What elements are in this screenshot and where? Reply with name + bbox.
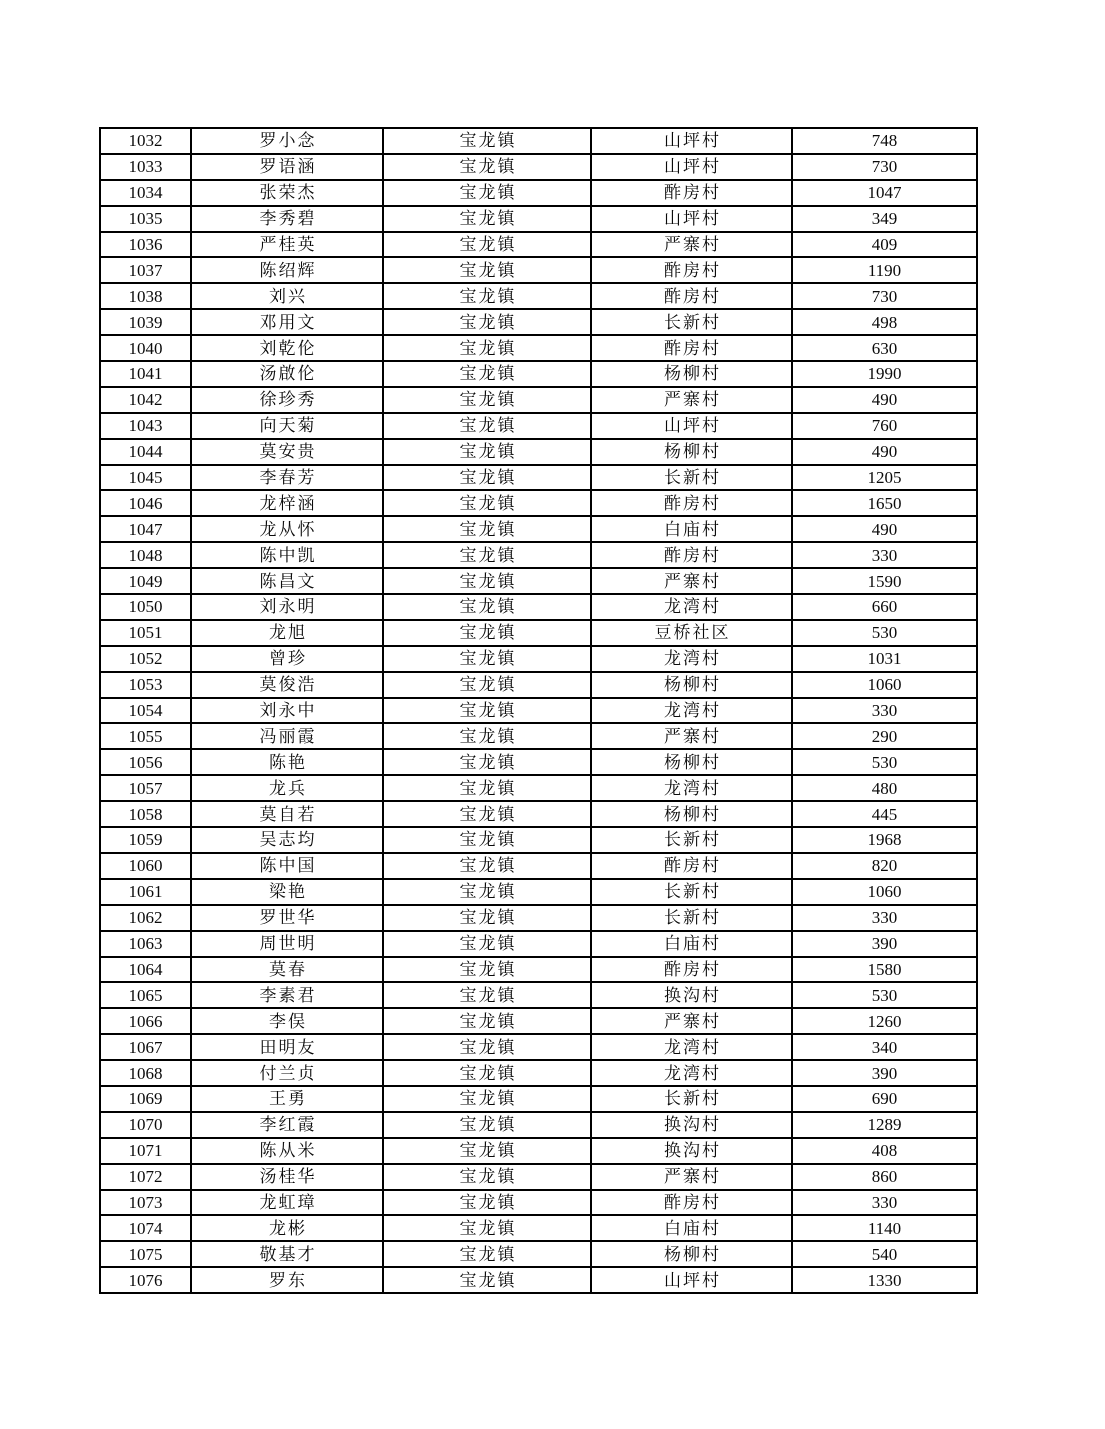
cell-town-name: 宝龙镇: [383, 1241, 591, 1267]
cell-person-name: 龙虹璋: [191, 1190, 383, 1216]
cell-amount-value: 530: [792, 620, 977, 646]
cell-amount-value: 330: [792, 542, 977, 568]
cell-town-name: 宝龙镇: [383, 206, 591, 232]
cell-serial-number: 1043: [100, 413, 191, 439]
cell-town-name: 宝龙镇: [383, 827, 591, 853]
cell-village-name: 酢房村: [591, 180, 792, 206]
table-row: [100, 490, 977, 516]
cell-town-name: 宝龙镇: [383, 723, 591, 749]
cell-village-name: 山坪村: [591, 206, 792, 232]
cell-village-name: 长新村: [591, 309, 792, 335]
cell-amount-value: 1060: [792, 672, 977, 698]
cell-serial-number: 1038: [100, 283, 191, 309]
cell-person-name: 刘永明: [191, 594, 383, 620]
cell-town-name: 宝龙镇: [383, 801, 591, 827]
cell-person-name: 龙彬: [191, 1215, 383, 1241]
cell-serial-number: 1058: [100, 801, 191, 827]
cell-town-name: 宝龙镇: [383, 439, 591, 465]
cell-village-name: 杨柳村: [591, 801, 792, 827]
cell-person-name: 陈昌文: [191, 568, 383, 594]
cell-serial-number: 1060: [100, 853, 191, 879]
roster-table-body: [100, 128, 977, 1293]
cell-serial-number: 1048: [100, 542, 191, 568]
cell-person-name: 李红霞: [191, 1112, 383, 1138]
cell-amount-value: 748: [792, 128, 977, 154]
cell-amount-value: 1968: [792, 827, 977, 853]
cell-person-name: 刘乾伦: [191, 335, 383, 361]
cell-town-name: 宝龙镇: [383, 490, 591, 516]
table-row: [100, 1215, 977, 1241]
cell-person-name: 汤桂华: [191, 1164, 383, 1190]
cell-serial-number: 1056: [100, 749, 191, 775]
cell-serial-number: 1069: [100, 1086, 191, 1112]
cell-amount-value: 540: [792, 1241, 977, 1267]
table-row: [100, 853, 977, 879]
cell-village-name: 龙湾村: [591, 698, 792, 724]
cell-person-name: 张荣杰: [191, 180, 383, 206]
cell-town-name: 宝龙镇: [383, 698, 591, 724]
table-row: [100, 1086, 977, 1112]
cell-serial-number: 1076: [100, 1267, 191, 1293]
cell-village-name: 杨柳村: [591, 749, 792, 775]
cell-person-name: 汤啟伦: [191, 361, 383, 387]
cell-person-name: 曾珍: [191, 646, 383, 672]
cell-village-name: 严寨村: [591, 387, 792, 413]
cell-town-name: 宝龙镇: [383, 387, 591, 413]
cell-amount-value: 498: [792, 309, 977, 335]
cell-village-name: 酢房村: [591, 542, 792, 568]
cell-serial-number: 1041: [100, 361, 191, 387]
cell-person-name: 徐珍秀: [191, 387, 383, 413]
cell-person-name: 李秀碧: [191, 206, 383, 232]
cell-person-name: 陈绍辉: [191, 257, 383, 283]
cell-town-name: 宝龙镇: [383, 542, 591, 568]
table-row: [100, 1008, 977, 1034]
cell-person-name: 向天菊: [191, 413, 383, 439]
cell-amount-value: 330: [792, 1190, 977, 1216]
table-row: [100, 206, 977, 232]
cell-town-name: 宝龙镇: [383, 749, 591, 775]
cell-serial-number: 1054: [100, 698, 191, 724]
cell-amount-value: 1990: [792, 361, 977, 387]
cell-serial-number: 1063: [100, 931, 191, 957]
cell-village-name: 杨柳村: [591, 1241, 792, 1267]
table-row: [100, 1138, 977, 1164]
cell-amount-value: 490: [792, 516, 977, 542]
cell-village-name: 酢房村: [591, 490, 792, 516]
cell-serial-number: 1049: [100, 568, 191, 594]
table-row: [100, 1060, 977, 1086]
cell-village-name: 长新村: [591, 827, 792, 853]
cell-serial-number: 1055: [100, 723, 191, 749]
cell-serial-number: 1039: [100, 309, 191, 335]
cell-village-name: 长新村: [591, 905, 792, 931]
cell-serial-number: 1051: [100, 620, 191, 646]
cell-serial-number: 1046: [100, 490, 191, 516]
cell-town-name: 宝龙镇: [383, 646, 591, 672]
cell-person-name: 莫安贵: [191, 439, 383, 465]
cell-village-name: 山坪村: [591, 154, 792, 180]
cell-town-name: 宝龙镇: [383, 931, 591, 957]
cell-village-name: 龙湾村: [591, 646, 792, 672]
cell-person-name: 陈中凯: [191, 542, 383, 568]
cell-person-name: 陈从米: [191, 1138, 383, 1164]
cell-town-name: 宝龙镇: [383, 1008, 591, 1034]
cell-town-name: 宝龙镇: [383, 180, 591, 206]
cell-person-name: 敬基才: [191, 1241, 383, 1267]
table-row: [100, 723, 977, 749]
cell-village-name: 严寨村: [591, 1164, 792, 1190]
cell-serial-number: 1075: [100, 1241, 191, 1267]
cell-town-name: 宝龙镇: [383, 1086, 591, 1112]
cell-village-name: 杨柳村: [591, 361, 792, 387]
cell-town-name: 宝龙镇: [383, 309, 591, 335]
table-row: [100, 128, 977, 154]
cell-town-name: 宝龙镇: [383, 1164, 591, 1190]
cell-person-name: 罗语涵: [191, 154, 383, 180]
table-row: [100, 516, 977, 542]
cell-person-name: 严桂英: [191, 232, 383, 258]
cell-serial-number: 1037: [100, 257, 191, 283]
cell-person-name: 梁艳: [191, 879, 383, 905]
cell-amount-value: 445: [792, 801, 977, 827]
cell-village-name: 白庙村: [591, 1215, 792, 1241]
cell-town-name: 宝龙镇: [383, 905, 591, 931]
table-row: [100, 827, 977, 853]
cell-person-name: 莫春: [191, 957, 383, 983]
cell-village-name: 杨柳村: [591, 439, 792, 465]
cell-town-name: 宝龙镇: [383, 516, 591, 542]
cell-person-name: 田明友: [191, 1034, 383, 1060]
cell-village-name: 龙湾村: [591, 594, 792, 620]
table-row: [100, 1190, 977, 1216]
cell-amount-value: 1140: [792, 1215, 977, 1241]
cell-serial-number: 1071: [100, 1138, 191, 1164]
cell-village-name: 龙湾村: [591, 1034, 792, 1060]
cell-serial-number: 1035: [100, 206, 191, 232]
cell-village-name: 长新村: [591, 1086, 792, 1112]
cell-serial-number: 1072: [100, 1164, 191, 1190]
table-row: [100, 698, 977, 724]
table-row: [100, 283, 977, 309]
cell-village-name: 山坪村: [591, 128, 792, 154]
cell-town-name: 宝龙镇: [383, 775, 591, 801]
cell-amount-value: 409: [792, 232, 977, 258]
cell-serial-number: 1059: [100, 827, 191, 853]
cell-amount-value: 1650: [792, 490, 977, 516]
cell-serial-number: 1067: [100, 1034, 191, 1060]
table-row: [100, 620, 977, 646]
cell-person-name: 吴志均: [191, 827, 383, 853]
cell-town-name: 宝龙镇: [383, 1190, 591, 1216]
cell-amount-value: 690: [792, 1086, 977, 1112]
cell-amount-value: 390: [792, 1060, 977, 1086]
table-row: [100, 879, 977, 905]
cell-town-name: 宝龙镇: [383, 232, 591, 258]
cell-amount-value: 1590: [792, 568, 977, 594]
cell-person-name: 莫俊浩: [191, 672, 383, 698]
table-row: [100, 335, 977, 361]
cell-serial-number: 1065: [100, 982, 191, 1008]
cell-amount-value: 290: [792, 723, 977, 749]
cell-town-name: 宝龙镇: [383, 361, 591, 387]
cell-town-name: 宝龙镇: [383, 257, 591, 283]
cell-person-name: 龙梓涵: [191, 490, 383, 516]
cell-person-name: 王勇: [191, 1086, 383, 1112]
cell-town-name: 宝龙镇: [383, 465, 591, 491]
cell-person-name: 罗东: [191, 1267, 383, 1293]
cell-amount-value: 1260: [792, 1008, 977, 1034]
cell-person-name: 龙从怀: [191, 516, 383, 542]
cell-amount-value: 530: [792, 982, 977, 1008]
cell-person-name: 陈艳: [191, 749, 383, 775]
cell-serial-number: 1033: [100, 154, 191, 180]
table-row: [100, 646, 977, 672]
cell-amount-value: 1580: [792, 957, 977, 983]
table-row: [100, 1164, 977, 1190]
cell-village-name: 酢房村: [591, 853, 792, 879]
cell-village-name: 严寨村: [591, 723, 792, 749]
table-row: [100, 154, 977, 180]
cell-amount-value: 1330: [792, 1267, 977, 1293]
cell-serial-number: 1074: [100, 1215, 191, 1241]
cell-village-name: 严寨村: [591, 568, 792, 594]
table-row: [100, 232, 977, 258]
cell-village-name: 酢房村: [591, 335, 792, 361]
table-row: [100, 1241, 977, 1267]
cell-amount-value: 408: [792, 1138, 977, 1164]
table-row: [100, 542, 977, 568]
cell-village-name: 白庙村: [591, 931, 792, 957]
cell-town-name: 宝龙镇: [383, 1215, 591, 1241]
cell-town-name: 宝龙镇: [383, 982, 591, 1008]
table-row: [100, 568, 977, 594]
cell-serial-number: 1053: [100, 672, 191, 698]
cell-amount-value: 330: [792, 698, 977, 724]
cell-serial-number: 1068: [100, 1060, 191, 1086]
cell-village-name: 酢房村: [591, 283, 792, 309]
table-row: [100, 439, 977, 465]
cell-amount-value: 760: [792, 413, 977, 439]
cell-amount-value: 660: [792, 594, 977, 620]
table-row: [100, 931, 977, 957]
cell-village-name: 白庙村: [591, 516, 792, 542]
roster-table-container: [99, 127, 976, 1294]
cell-serial-number: 1057: [100, 775, 191, 801]
cell-amount-value: 730: [792, 283, 977, 309]
cell-person-name: 李春芳: [191, 465, 383, 491]
roster-table: [99, 127, 978, 1294]
cell-serial-number: 1052: [100, 646, 191, 672]
cell-village-name: 山坪村: [591, 1267, 792, 1293]
table-row: [100, 594, 977, 620]
table-row: [100, 957, 977, 983]
cell-village-name: 龙湾村: [591, 775, 792, 801]
cell-amount-value: 340: [792, 1034, 977, 1060]
cell-amount-value: 390: [792, 931, 977, 957]
table-row: [100, 361, 977, 387]
cell-serial-number: 1032: [100, 128, 191, 154]
cell-amount-value: 1205: [792, 465, 977, 491]
table-row: [100, 465, 977, 491]
cell-person-name: 李素君: [191, 982, 383, 1008]
cell-town-name: 宝龙镇: [383, 853, 591, 879]
table-row: [100, 672, 977, 698]
cell-serial-number: 1034: [100, 180, 191, 206]
table-row: [100, 749, 977, 775]
cell-amount-value: 1031: [792, 646, 977, 672]
cell-town-name: 宝龙镇: [383, 283, 591, 309]
cell-town-name: 宝龙镇: [383, 879, 591, 905]
cell-amount-value: 490: [792, 387, 977, 413]
cell-town-name: 宝龙镇: [383, 594, 591, 620]
table-row: [100, 180, 977, 206]
cell-village-name: 换沟村: [591, 1138, 792, 1164]
cell-amount-value: 480: [792, 775, 977, 801]
cell-amount-value: 730: [792, 154, 977, 180]
table-row: [100, 257, 977, 283]
cell-person-name: 刘兴: [191, 283, 383, 309]
table-row: [100, 801, 977, 827]
cell-person-name: 冯丽霞: [191, 723, 383, 749]
cell-serial-number: 1073: [100, 1190, 191, 1216]
cell-amount-value: 1289: [792, 1112, 977, 1138]
cell-village-name: 换沟村: [591, 982, 792, 1008]
cell-amount-value: 1047: [792, 180, 977, 206]
cell-town-name: 宝龙镇: [383, 335, 591, 361]
cell-person-name: 龙兵: [191, 775, 383, 801]
cell-person-name: 陈中国: [191, 853, 383, 879]
cell-town-name: 宝龙镇: [383, 1112, 591, 1138]
cell-serial-number: 1040: [100, 335, 191, 361]
cell-person-name: 刘永中: [191, 698, 383, 724]
cell-amount-value: 1190: [792, 257, 977, 283]
cell-serial-number: 1062: [100, 905, 191, 931]
cell-village-name: 山坪村: [591, 413, 792, 439]
cell-person-name: 邓用文: [191, 309, 383, 335]
table-row: [100, 413, 977, 439]
cell-town-name: 宝龙镇: [383, 672, 591, 698]
cell-amount-value: 490: [792, 439, 977, 465]
cell-person-name: 周世明: [191, 931, 383, 957]
cell-village-name: 严寨村: [591, 232, 792, 258]
cell-village-name: 换沟村: [591, 1112, 792, 1138]
cell-amount-value: 1060: [792, 879, 977, 905]
cell-serial-number: 1042: [100, 387, 191, 413]
table-row: [100, 1267, 977, 1293]
cell-amount-value: 860: [792, 1164, 977, 1190]
cell-serial-number: 1066: [100, 1008, 191, 1034]
cell-serial-number: 1070: [100, 1112, 191, 1138]
cell-town-name: 宝龙镇: [383, 568, 591, 594]
table-row: [100, 982, 977, 1008]
cell-serial-number: 1036: [100, 232, 191, 258]
cell-amount-value: 330: [792, 905, 977, 931]
cell-amount-value: 630: [792, 335, 977, 361]
cell-person-name: 罗小念: [191, 128, 383, 154]
cell-amount-value: 349: [792, 206, 977, 232]
cell-town-name: 宝龙镇: [383, 413, 591, 439]
cell-amount-value: 530: [792, 749, 977, 775]
cell-town-name: 宝龙镇: [383, 1060, 591, 1086]
table-row: [100, 387, 977, 413]
table-row: [100, 1112, 977, 1138]
cell-serial-number: 1045: [100, 465, 191, 491]
cell-town-name: 宝龙镇: [383, 1267, 591, 1293]
cell-serial-number: 1047: [100, 516, 191, 542]
cell-village-name: 豆桥社区: [591, 620, 792, 646]
cell-serial-number: 1061: [100, 879, 191, 905]
cell-serial-number: 1044: [100, 439, 191, 465]
cell-person-name: 莫自若: [191, 801, 383, 827]
cell-town-name: 宝龙镇: [383, 154, 591, 180]
cell-town-name: 宝龙镇: [383, 620, 591, 646]
table-row: [100, 775, 977, 801]
cell-village-name: 长新村: [591, 879, 792, 905]
cell-person-name: 罗世华: [191, 905, 383, 931]
cell-amount-value: 820: [792, 853, 977, 879]
cell-village-name: 酢房村: [591, 1190, 792, 1216]
cell-village-name: 杨柳村: [591, 672, 792, 698]
cell-town-name: 宝龙镇: [383, 128, 591, 154]
cell-village-name: 酢房村: [591, 957, 792, 983]
cell-village-name: 龙湾村: [591, 1060, 792, 1086]
cell-person-name: 李俣: [191, 1008, 383, 1034]
cell-serial-number: 1064: [100, 957, 191, 983]
cell-village-name: 长新村: [591, 465, 792, 491]
table-row: [100, 1034, 977, 1060]
table-row: [100, 309, 977, 335]
cell-town-name: 宝龙镇: [383, 1034, 591, 1060]
cell-serial-number: 1050: [100, 594, 191, 620]
cell-village-name: 酢房村: [591, 257, 792, 283]
cell-village-name: 严寨村: [591, 1008, 792, 1034]
table-row: [100, 905, 977, 931]
cell-town-name: 宝龙镇: [383, 957, 591, 983]
cell-person-name: 付兰贞: [191, 1060, 383, 1086]
cell-town-name: 宝龙镇: [383, 1138, 591, 1164]
cell-person-name: 龙旭: [191, 620, 383, 646]
